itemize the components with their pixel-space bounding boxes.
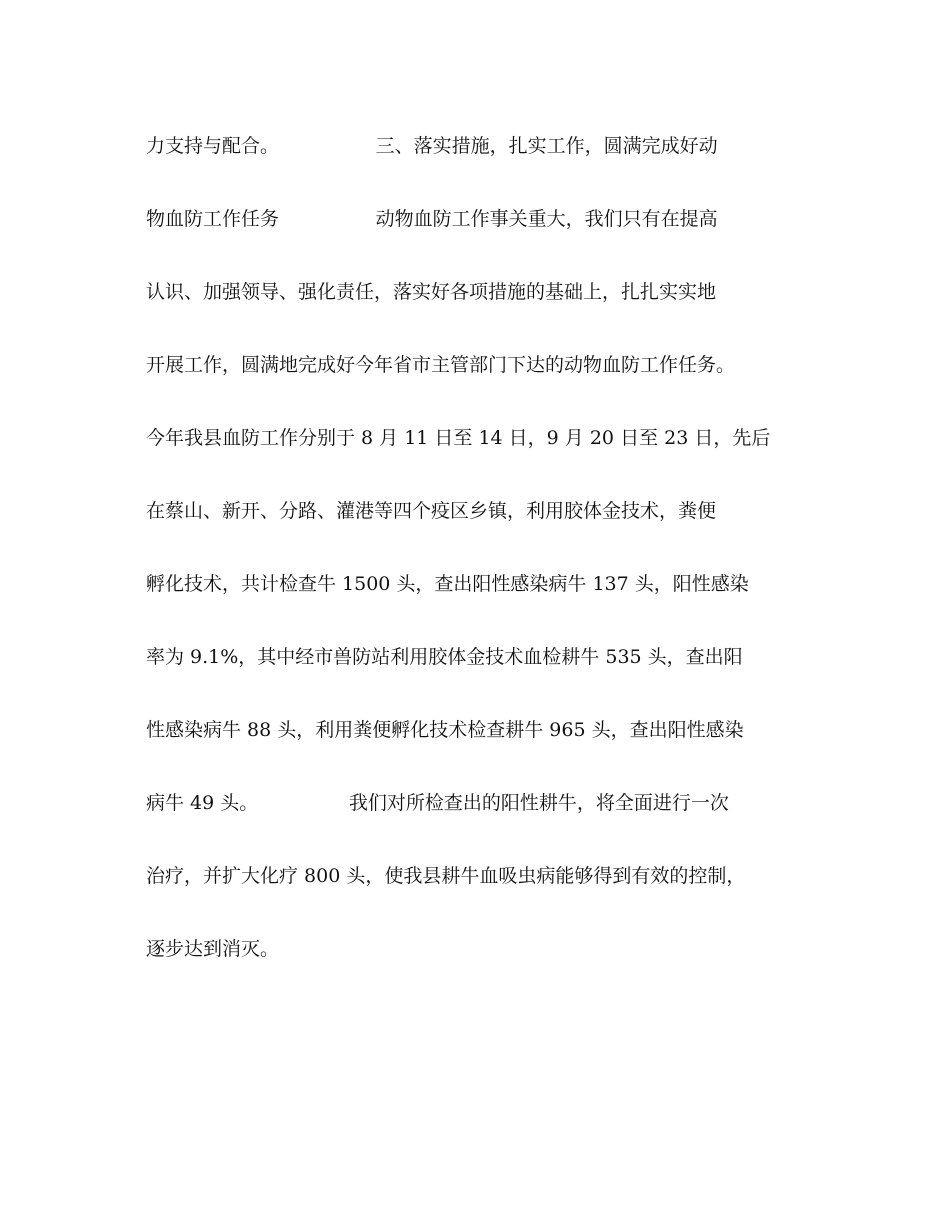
text-line: 力支持与配合。 三、落实措施，扎实工作，圆满完成好动 bbox=[146, 135, 718, 157]
text-line: 开展工作，圆满地完成好今年省市主管部门下达的动物血防工作任务。 bbox=[146, 354, 736, 376]
text-line: 治疗，并扩大化疗 800 头，使我县耕牛血吸虫病能够得到有效的控制， bbox=[146, 865, 746, 887]
text-line: 物血防工作任务 动物血防工作事关重大，我们只有在提高 bbox=[146, 208, 718, 230]
text-line: 孵化技术，共计检查牛 1500 头，查出阳性感染病牛 137 头，阳性感染 bbox=[146, 573, 749, 595]
body-text bbox=[146, 126, 826, 1002]
text-line: 病牛 49 头。 我们对所检查出的阳性耕牛，将全面进行一次 bbox=[146, 792, 729, 814]
text-line: 今年我县血防工作分别于 8 月 11 日至 14 日，9 月 20 日至 23 日，先后 bbox=[146, 427, 771, 449]
text-line: 逐步达到消灭。 bbox=[146, 938, 280, 960]
text-line: 在蔡山、新开、分路、灌港等四个疫区乡镇，利用胶体金技术，粪便 bbox=[146, 500, 717, 522]
text-line: 认识、加强领导、强化责任，落实好各项措施的基础上，扎扎实实地 bbox=[146, 281, 717, 303]
text-line: 性感染病牛 88 头，利用粪便孵化技术检查耕牛 965 头，查出阳性感染 bbox=[146, 719, 744, 741]
text-line: 率为 9.1%，其中经市兽防站利用胶体金技术血检耕牛 535 头，查出阳 bbox=[146, 646, 743, 668]
